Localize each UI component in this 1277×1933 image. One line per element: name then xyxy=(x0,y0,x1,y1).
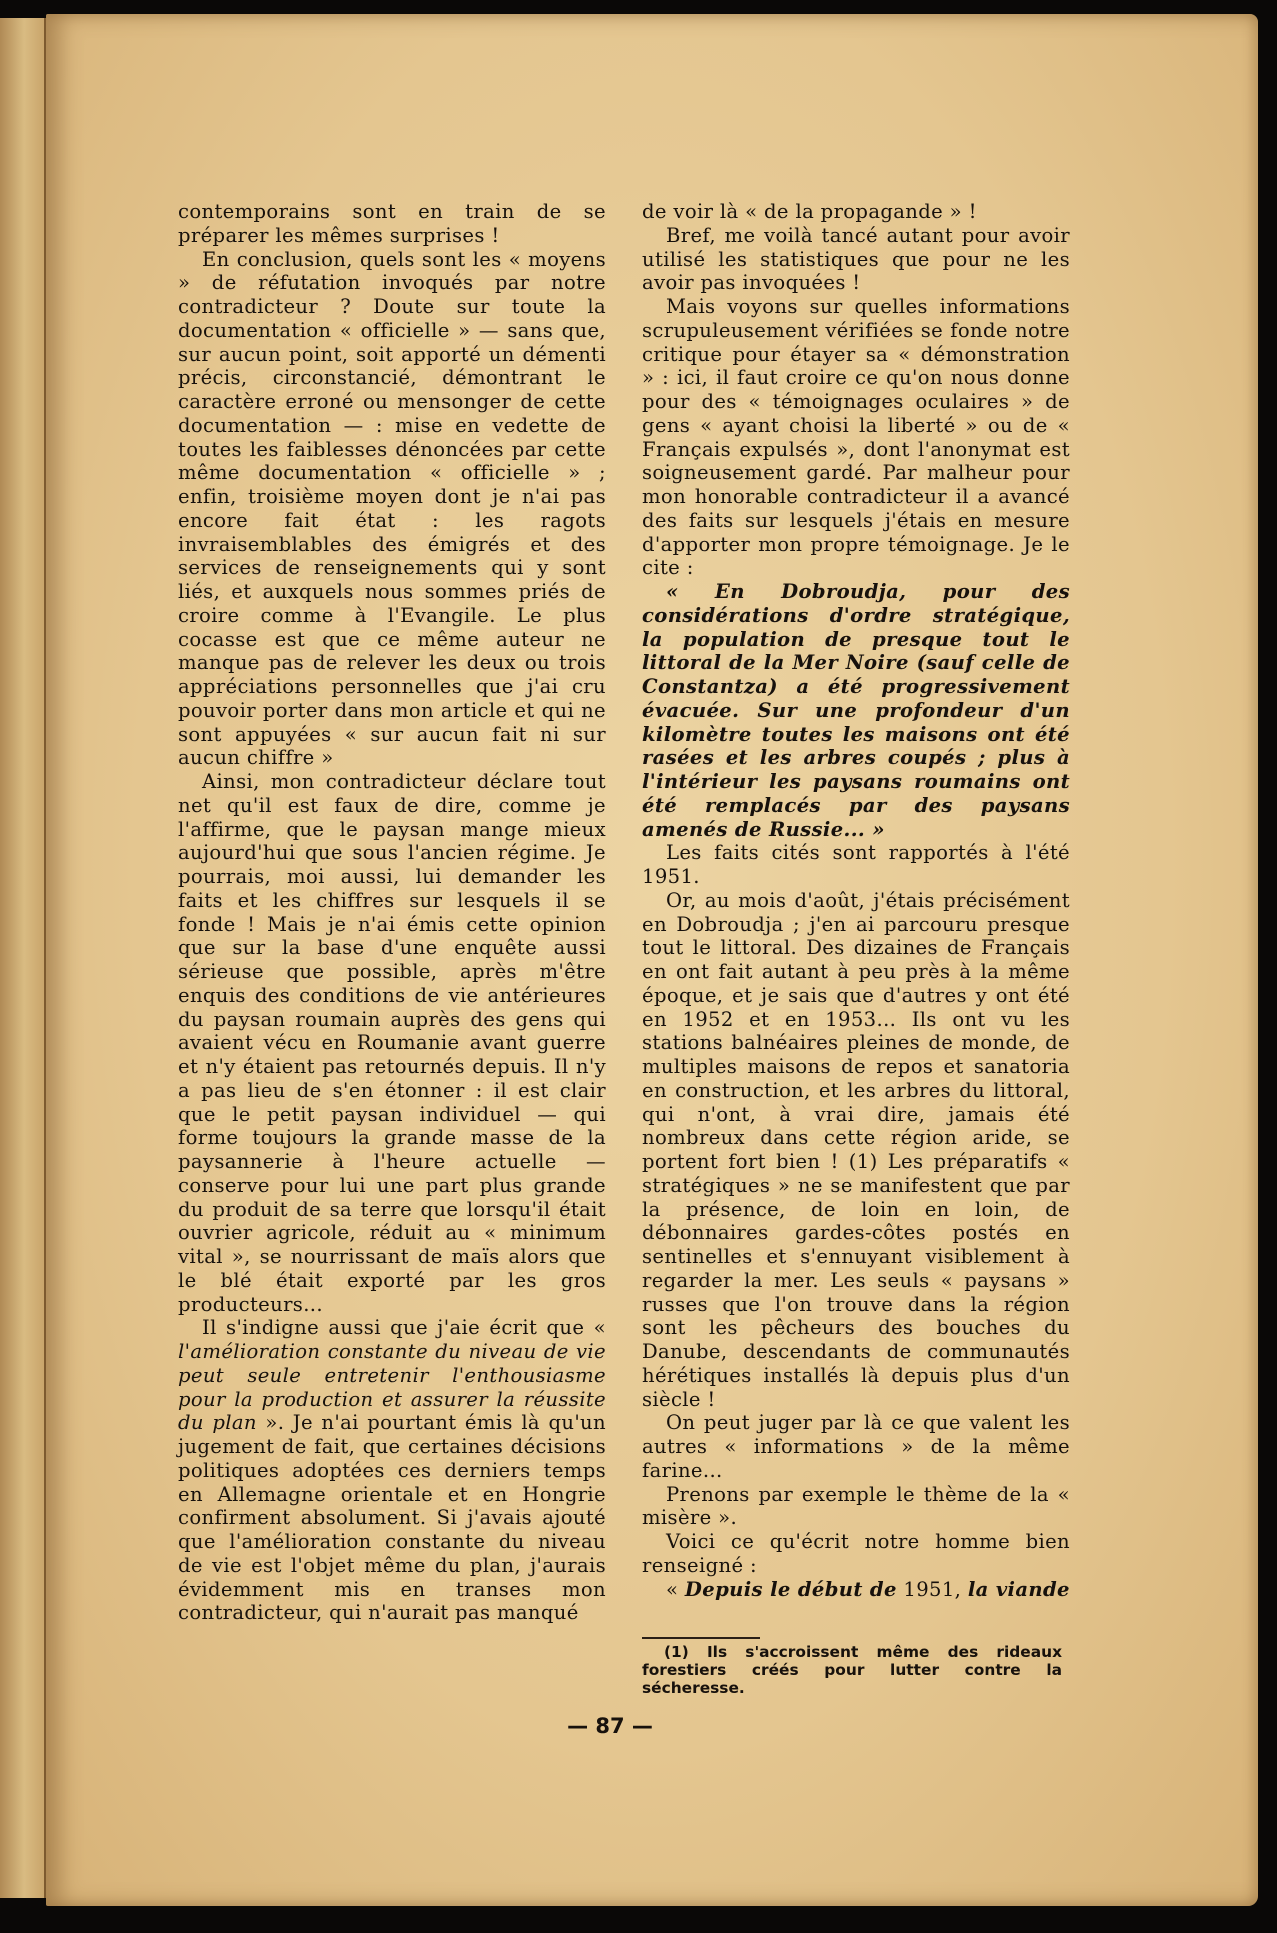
text-run: 1951, xyxy=(896,1577,968,1601)
paragraph: Or, au mois d'août, j'étais précisément en Dobroudja ; j'en ai parcouru presque tout le littoral. Des dizaines de Français en ont fait autant à peu près à la même époque, et je sais que d'autres y ont été en 1952 et en 1953... Ils ont vu les stations balnéaires pleines de monde, de multiples maisons de repos et sanatoria en construction, et les arbres du littoral, qui n'ont, à vrai dire, jamais été nombreux dans cette région aride, se portent fort bien ! (1) Les préparatifs « stratégiques » ne se manifestent que par la présence, de loin en loin, de débonnaires gardes-côtes postés en sentinelles et s'ennuyant visiblement à regarder la mer. Les seuls « paysans » russes que l'on trouve dans la région sont les pêcheurs des bouches du Danube, descendants de communautés hérétiques installés là depuis plus d'un siècle ! xyxy=(642,888,1070,1411)
italic-quote: Depuis le début de xyxy=(684,1577,897,1601)
text-run: ». Je n'ai pourtant émis là qu'un jugement de fait, que certaines décisions politiques adoptées ces derniers temps en Allemagne orientale et en Hongrie confirment absolument. Si j'avais ajouté que l'amélioration constante du niveau de vie est l'objet même du plan, j'aurais évidemment mis en transes mon contradicteur, qui n'aurait pas manqué xyxy=(178,1411,606,1625)
paragraph: Les faits cités sont rapportés à l'été 1951. xyxy=(642,841,1070,888)
italic-quote: la viande xyxy=(967,1577,1070,1601)
paragraph: Voici ce qu'écrit notre homme bien renseigné : xyxy=(642,1530,1070,1577)
footnote-text: (1) Ils s'accroissent même des rideaux forestiers créés pour lutter contre la sécheresse. xyxy=(642,1643,1062,1697)
left-text-column xyxy=(178,200,606,1625)
paragraph: Prenons par exemple le thème de la « misère ». xyxy=(642,1482,1070,1530)
text-run: « xyxy=(666,1577,685,1601)
footnote-divider xyxy=(642,1637,760,1639)
paragraph: Mais voyons sur quelles informations scrupuleusement vérifiées se fonde notre critique pour étayer sa « démonstration » : ici, il faut croire ce qu'on nous donne pour des « témoignages oculaires » de gens « ayant choisi la liberté » ou de « Français expulsés », dont l'anonymat est soigneusement gardé. Par malheur pour mon honorable contradicteur il a avancé des faits sur lesquels j'étais en mesure d'apporter mon propre témoignage. Je le cite : xyxy=(642,295,1070,580)
paragraph: En conclusion, quels sont les « moyens » de réfutation invoqués par notre contradicteur ? Doute sur toute la documentation « officielle » — sans que, sur aucun point, soit apporté un démenti précis, circonstancié, démontrant le caractère erroné ou mensonger de cette documentation — : mise en vedette de toutes les faiblesses dénoncées par cette même documentation « officielle » ; enfin, troisième moyen dont je n'ai pas encore fait état : les ragots invraisemblables des émigrés et des services de renseignements qui y sont liés, et auxquels nous sommes priés de croire comme à l'Evangile. Le plus cocasse est que ce même auteur ne manque pas de relever les deux ou trois appréciations personnelles que j'ai cru pouvoir porter dans mon article et qui ne sont appuyées « sur aucun fait ni sur aucun chiffre » xyxy=(178,247,606,770)
paragraph: Ainsi, mon contradicteur déclare tout net qu'il est faux de dire, comme je l'affirme, que le paysan mange mieux aujourd'hui que sous l'ancien régime. Je pourrais, moi aussi, lui demander les faits et les chiffres sur lesquels il se fonde ! Mais je n'ai émis cette opinion que sur la base d'une enquête aussi sérieuse que possible, après m'être enquis des conditions de vie antérieures du paysan roumain auprès des gens qui avaient vécu en Roumanie avant guerre et n'y étaient pas retournés depuis. Il n'y a pas lieu de s'en étonner : il est clair que le petit paysan individuel — qui forme toujours la grande masse de la paysannerie à l'heure actuelle — conserve pour lui une part plus grande du produit de sa terre que lorsqu'il était ouvrier agricole, réduit au « minimum vital », se nourrissant de maïs alors que le blé était exporté par les gros producteurs... xyxy=(178,770,606,1316)
paragraph: On peut juger par là ce que valent les autres « informations » de la même farine... xyxy=(642,1411,1070,1482)
text-run: Il s'indigne aussi que j'aie écrit que « xyxy=(202,1316,606,1340)
quoted-passage: « En Dobroudja, pour des considérations d'ordre stratégique, la population de presque tout le littoral de la Mer Noire (sauf celle de Constantza) a été progressivement évacuée. Sur une profondeur d'un kilomètre toutes les maisons ont été rasées et les arbres coupés ; plus à l'intérieur les paysans roumains ont été remplacés par des paysans amenés de Russie... » xyxy=(642,580,1070,841)
paragraph xyxy=(642,1578,1070,1602)
footnote xyxy=(642,1643,1062,1697)
paragraph: de voir là « de la propagande » ! xyxy=(642,200,977,223)
paragraph: Bref, me voilà tancé autant pour avoir utilisé les statistiques que pour ne les avoir pas invoquées ! xyxy=(642,223,1070,295)
right-text-column xyxy=(642,200,1070,1601)
previous-page-edge xyxy=(0,18,46,1898)
italic-quote: l'amélioration constante du niveau de vie peut seule entretenir l'enthousiasme pour la production et assurer la réussite du plan xyxy=(178,1340,606,1435)
page-number: — 87 — xyxy=(567,1714,653,1738)
paragraph xyxy=(178,1316,606,1625)
paragraph: contemporains sont en train de se préparer les mêmes surprises ! xyxy=(178,200,606,247)
